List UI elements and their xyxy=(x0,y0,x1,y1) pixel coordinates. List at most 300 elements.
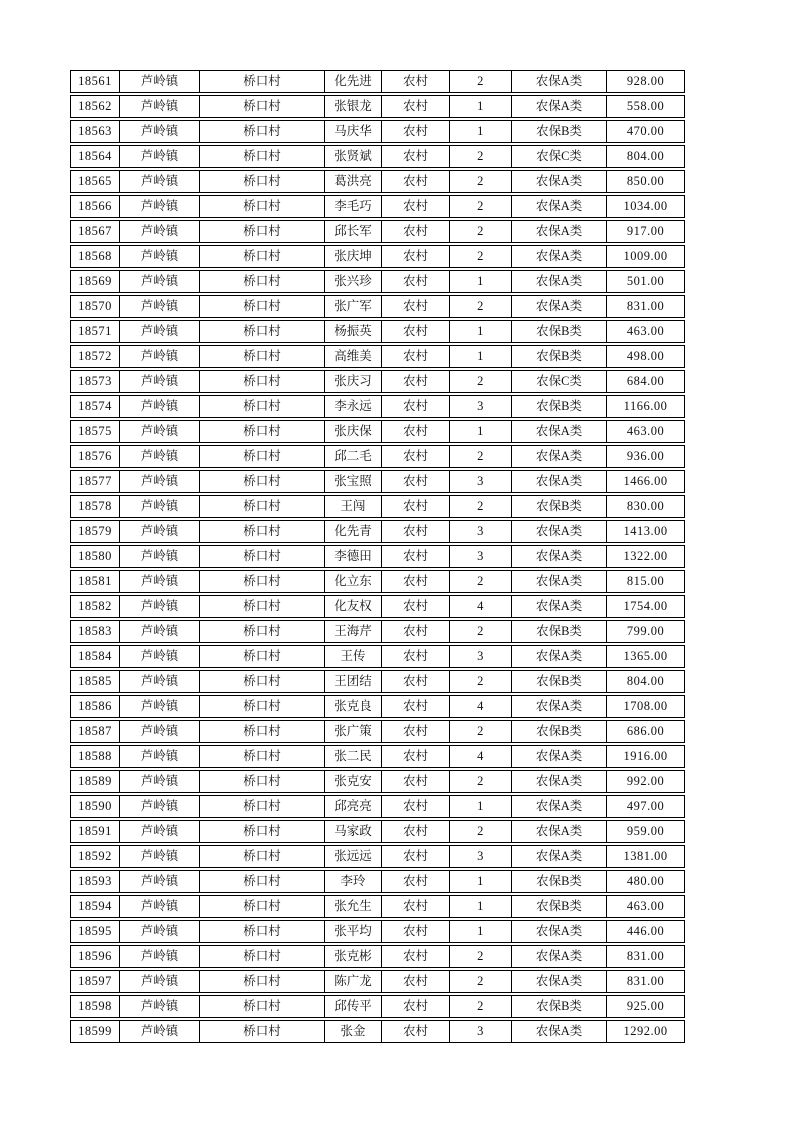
cell-person-name: 张庆保 xyxy=(325,421,382,442)
cell-person-name: 葛洪亮 xyxy=(325,171,382,192)
cell-town: 芦岭镇 xyxy=(120,621,200,642)
cell-record-id: 18585 xyxy=(71,671,120,692)
cell-town: 芦岭镇 xyxy=(120,496,200,517)
table-row xyxy=(70,920,685,943)
cell-insurance-category: 农保A类 xyxy=(512,921,607,942)
table-row xyxy=(70,870,685,893)
cell-insurance-category: 农保A类 xyxy=(512,971,607,992)
cell-insurance-category: 农保A类 xyxy=(512,521,607,542)
table-row xyxy=(70,895,685,918)
cell-record-id: 18576 xyxy=(71,446,120,467)
cell-amount: 992.00 xyxy=(626,774,665,788)
cell-town: 芦岭镇 xyxy=(120,771,200,792)
cell-insurance-category: 农保A类 xyxy=(512,696,607,717)
cell-town: 芦岭镇 xyxy=(120,421,200,442)
cell-record-id: 18579 xyxy=(71,521,120,542)
cell-person-name: 张宝照 xyxy=(325,471,382,492)
cell-record-id: 18568 xyxy=(71,246,120,267)
cell-town: 芦岭镇 xyxy=(120,596,200,617)
cell-insurance-category: 农保A类 xyxy=(512,596,607,617)
cell-person-name: 王团结 xyxy=(325,671,382,692)
cell-record-id: 18586 xyxy=(71,696,120,717)
cell-insurance-category: 农保B类 xyxy=(512,621,607,642)
table-row xyxy=(70,845,685,868)
cell-village: 桥口村 xyxy=(200,671,325,692)
benefits-table xyxy=(70,70,685,1043)
cell-residence-type: 农村 xyxy=(382,271,450,292)
cell-amount: 1381.00 xyxy=(623,849,668,863)
cell-residence-type: 农村 xyxy=(382,896,450,917)
cell-record-id: 18590 xyxy=(71,796,120,817)
table-row xyxy=(70,970,685,993)
cell-record-id: 18574 xyxy=(71,396,120,417)
cell-insurance-category: 农保A类 xyxy=(512,646,607,667)
cell-record-id: 18571 xyxy=(71,321,120,342)
cell-residence-type: 农村 xyxy=(382,846,450,867)
cell-amount: 558.00 xyxy=(626,99,665,113)
cell-record-id: 18569 xyxy=(71,271,120,292)
cell-insurance-category: 农保C类 xyxy=(512,146,607,167)
table-row xyxy=(70,570,685,593)
cell-person-count: 1 xyxy=(450,796,512,817)
table-row xyxy=(70,370,685,393)
cell-insurance-category: 农保A类 xyxy=(512,421,607,442)
cell-person-name: 马庆华 xyxy=(325,121,382,142)
cell-residence-type: 农村 xyxy=(382,321,450,342)
cell-record-id: 18594 xyxy=(71,896,120,917)
cell-person-count: 3 xyxy=(450,471,512,492)
cell-village: 桥口村 xyxy=(200,546,325,567)
cell-amount: 470.00 xyxy=(626,124,665,138)
cell-person-count: 3 xyxy=(450,396,512,417)
cell-insurance-category: 农保A类 xyxy=(512,446,607,467)
cell-residence-type: 农村 xyxy=(382,921,450,942)
cell-residence-type: 农村 xyxy=(382,871,450,892)
cell-insurance-category: 农保A类 xyxy=(512,471,607,492)
cell-record-id: 18592 xyxy=(71,846,120,867)
cell-town: 芦岭镇 xyxy=(120,346,200,367)
cell-town: 芦岭镇 xyxy=(120,296,200,317)
cell-town: 芦岭镇 xyxy=(120,796,200,817)
cell-town: 芦岭镇 xyxy=(120,96,200,117)
cell-person-count: 3 xyxy=(450,521,512,542)
cell-insurance-category: 农保A类 xyxy=(512,96,607,117)
cell-insurance-category: 农保B类 xyxy=(512,121,607,142)
cell-town: 芦岭镇 xyxy=(120,921,200,942)
cell-insurance-category: 农保A类 xyxy=(512,846,607,867)
cell-town: 芦岭镇 xyxy=(120,521,200,542)
cell-village: 桥口村 xyxy=(200,621,325,642)
table-row xyxy=(70,520,685,543)
cell-record-id: 18593 xyxy=(71,871,120,892)
table-row xyxy=(70,95,685,118)
cell-insurance-category: 农保B类 xyxy=(512,321,607,342)
cell-insurance-category: 农保A类 xyxy=(512,1021,607,1042)
cell-residence-type: 农村 xyxy=(382,796,450,817)
cell-village: 桥口村 xyxy=(200,896,325,917)
cell-person-name: 张广策 xyxy=(325,721,382,742)
table-row xyxy=(70,420,685,443)
cell-town: 芦岭镇 xyxy=(120,671,200,692)
cell-insurance-category: 农保B类 xyxy=(512,671,607,692)
cell-town: 芦岭镇 xyxy=(120,121,200,142)
cell-person-name: 张平均 xyxy=(325,921,382,942)
cell-person-name: 王传 xyxy=(325,646,382,667)
cell-insurance-category: 农保A类 xyxy=(512,771,607,792)
cell-residence-type: 农村 xyxy=(382,646,450,667)
cell-village: 桥口村 xyxy=(200,346,325,367)
cell-insurance-category: 农保A类 xyxy=(512,246,607,267)
cell-person-count: 2 xyxy=(450,196,512,217)
cell-insurance-category: 农保A类 xyxy=(512,296,607,317)
cell-insurance-category: 农保B类 xyxy=(512,871,607,892)
table-row xyxy=(70,495,685,518)
cell-town: 芦岭镇 xyxy=(120,696,200,717)
cell-person-name: 张广军 xyxy=(325,296,382,317)
table-row xyxy=(70,820,685,843)
cell-record-id: 18567 xyxy=(71,221,120,242)
cell-residence-type: 农村 xyxy=(382,746,450,767)
table-row xyxy=(70,445,685,468)
cell-amount: 1708.00 xyxy=(623,699,668,713)
cell-town: 芦岭镇 xyxy=(120,396,200,417)
cell-person-name: 李玲 xyxy=(325,871,382,892)
cell-person-count: 1 xyxy=(450,271,512,292)
cell-village: 桥口村 xyxy=(200,71,325,92)
cell-insurance-category: 农保B类 xyxy=(512,996,607,1017)
cell-person-name: 陈广龙 xyxy=(325,971,382,992)
cell-village: 桥口村 xyxy=(200,296,325,317)
cell-person-count: 4 xyxy=(450,696,512,717)
cell-person-name: 李毛巧 xyxy=(325,196,382,217)
cell-residence-type: 农村 xyxy=(382,171,450,192)
cell-village: 桥口村 xyxy=(200,946,325,967)
cell-amount: 463.00 xyxy=(626,899,665,913)
cell-village: 桥口村 xyxy=(200,221,325,242)
cell-person-name: 化友权 xyxy=(325,596,382,617)
cell-amount: 815.00 xyxy=(626,574,665,588)
cell-amount: 501.00 xyxy=(626,274,665,288)
table-row xyxy=(70,395,685,418)
table-row xyxy=(70,245,685,268)
table-row xyxy=(70,320,685,343)
cell-amount: 804.00 xyxy=(626,674,665,688)
cell-amount: 1466.00 xyxy=(623,474,668,488)
cell-record-id: 18599 xyxy=(71,1021,120,1042)
table-row xyxy=(70,995,685,1018)
cell-person-name: 化立东 xyxy=(325,571,382,592)
cell-person-name: 王海芹 xyxy=(325,621,382,642)
cell-town: 芦岭镇 xyxy=(120,246,200,267)
cell-amount: 959.00 xyxy=(626,824,665,838)
cell-residence-type: 农村 xyxy=(382,596,450,617)
cell-person-count: 2 xyxy=(450,296,512,317)
cell-town: 芦岭镇 xyxy=(120,996,200,1017)
cell-village: 桥口村 xyxy=(200,196,325,217)
cell-amount: 831.00 xyxy=(626,949,665,963)
cell-person-name: 张远远 xyxy=(325,846,382,867)
cell-village: 桥口村 xyxy=(200,271,325,292)
cell-record-id: 18565 xyxy=(71,171,120,192)
cell-amount: 1009.00 xyxy=(623,249,668,263)
cell-person-count: 1 xyxy=(450,896,512,917)
cell-residence-type: 农村 xyxy=(382,546,450,567)
table-row xyxy=(70,595,685,618)
cell-residence-type: 农村 xyxy=(382,346,450,367)
table-row xyxy=(70,270,685,293)
cell-residence-type: 农村 xyxy=(382,946,450,967)
cell-amount: 804.00 xyxy=(626,149,665,163)
cell-record-id: 18591 xyxy=(71,821,120,842)
cell-village: 桥口村 xyxy=(200,921,325,942)
cell-residence-type: 农村 xyxy=(382,821,450,842)
cell-person-name: 化先进 xyxy=(325,71,382,92)
table-row xyxy=(70,220,685,243)
cell-residence-type: 农村 xyxy=(382,246,450,267)
cell-amount: 1754.00 xyxy=(623,599,668,613)
cell-residence-type: 农村 xyxy=(382,471,450,492)
cell-person-count: 1 xyxy=(450,121,512,142)
cell-person-count: 3 xyxy=(450,546,512,567)
cell-town: 芦岭镇 xyxy=(120,896,200,917)
table-row xyxy=(70,170,685,193)
cell-record-id: 18598 xyxy=(71,996,120,1017)
cell-amount: 1292.00 xyxy=(623,1024,668,1038)
table-row xyxy=(70,645,685,668)
cell-town: 芦岭镇 xyxy=(120,646,200,667)
cell-village: 桥口村 xyxy=(200,596,325,617)
cell-residence-type: 农村 xyxy=(382,496,450,517)
cell-person-name: 张克安 xyxy=(325,771,382,792)
cell-person-count: 1 xyxy=(450,321,512,342)
cell-record-id: 18581 xyxy=(71,571,120,592)
cell-person-count: 2 xyxy=(450,246,512,267)
cell-person-count: 2 xyxy=(450,721,512,742)
cell-record-id: 18578 xyxy=(71,496,120,517)
cell-person-name: 张允生 xyxy=(325,896,382,917)
cell-residence-type: 农村 xyxy=(382,296,450,317)
cell-record-id: 18573 xyxy=(71,371,120,392)
cell-person-count: 1 xyxy=(450,871,512,892)
cell-person-count: 3 xyxy=(450,846,512,867)
cell-record-id: 18561 xyxy=(71,71,120,92)
cell-village: 桥口村 xyxy=(200,146,325,167)
cell-village: 桥口村 xyxy=(200,246,325,267)
table-row xyxy=(70,945,685,968)
cell-town: 芦岭镇 xyxy=(120,171,200,192)
cell-town: 芦岭镇 xyxy=(120,196,200,217)
cell-person-count: 2 xyxy=(450,621,512,642)
cell-insurance-category: 农保A类 xyxy=(512,821,607,842)
cell-person-count: 2 xyxy=(450,496,512,517)
cell-person-name: 张二民 xyxy=(325,746,382,767)
cell-village: 桥口村 xyxy=(200,396,325,417)
cell-residence-type: 农村 xyxy=(382,621,450,642)
cell-village: 桥口村 xyxy=(200,96,325,117)
cell-record-id: 18595 xyxy=(71,921,120,942)
cell-person-count: 2 xyxy=(450,146,512,167)
cell-person-count: 2 xyxy=(450,221,512,242)
cell-residence-type: 农村 xyxy=(382,721,450,742)
cell-village: 桥口村 xyxy=(200,746,325,767)
cell-insurance-category: 农保A类 xyxy=(512,271,607,292)
cell-town: 芦岭镇 xyxy=(120,571,200,592)
cell-town: 芦岭镇 xyxy=(120,271,200,292)
cell-amount: 830.00 xyxy=(626,499,665,513)
cell-person-count: 3 xyxy=(450,1021,512,1042)
cell-amount: 831.00 xyxy=(626,974,665,988)
cell-amount: 928.00 xyxy=(626,74,665,88)
cell-person-name: 张庆习 xyxy=(325,371,382,392)
cell-person-name: 张兴珍 xyxy=(325,271,382,292)
cell-amount: 498.00 xyxy=(626,349,665,363)
cell-person-name: 李永远 xyxy=(325,396,382,417)
cell-insurance-category: 农保A类 xyxy=(512,796,607,817)
cell-person-count: 1 xyxy=(450,346,512,367)
cell-amount: 917.00 xyxy=(626,224,665,238)
cell-residence-type: 农村 xyxy=(382,446,450,467)
cell-residence-type: 农村 xyxy=(382,196,450,217)
cell-village: 桥口村 xyxy=(200,571,325,592)
cell-record-id: 18582 xyxy=(71,596,120,617)
cell-town: 芦岭镇 xyxy=(120,871,200,892)
cell-amount: 1322.00 xyxy=(623,549,668,563)
cell-insurance-category: 农保C类 xyxy=(512,371,607,392)
cell-village: 桥口村 xyxy=(200,721,325,742)
cell-insurance-category: 农保B类 xyxy=(512,896,607,917)
cell-amount: 850.00 xyxy=(626,174,665,188)
cell-residence-type: 农村 xyxy=(382,696,450,717)
cell-record-id: 18564 xyxy=(71,146,120,167)
cell-residence-type: 农村 xyxy=(382,371,450,392)
cell-town: 芦岭镇 xyxy=(120,321,200,342)
cell-person-name: 张克彬 xyxy=(325,946,382,967)
cell-village: 桥口村 xyxy=(200,471,325,492)
cell-village: 桥口村 xyxy=(200,121,325,142)
cell-record-id: 18589 xyxy=(71,771,120,792)
cell-person-count: 2 xyxy=(450,171,512,192)
cell-amount: 1166.00 xyxy=(623,399,668,413)
cell-insurance-category: 农保A类 xyxy=(512,546,607,567)
cell-record-id: 18577 xyxy=(71,471,120,492)
cell-person-count: 2 xyxy=(450,821,512,842)
cell-residence-type: 农村 xyxy=(382,971,450,992)
cell-residence-type: 农村 xyxy=(382,771,450,792)
cell-record-id: 18572 xyxy=(71,346,120,367)
cell-record-id: 18570 xyxy=(71,296,120,317)
cell-town: 芦岭镇 xyxy=(120,746,200,767)
cell-amount: 684.00 xyxy=(626,374,665,388)
cell-person-count: 2 xyxy=(450,671,512,692)
cell-village: 桥口村 xyxy=(200,496,325,517)
cell-amount: 1916.00 xyxy=(623,749,668,763)
cell-town: 芦岭镇 xyxy=(120,446,200,467)
table-row xyxy=(70,195,685,218)
table-row xyxy=(70,470,685,493)
cell-residence-type: 农村 xyxy=(382,396,450,417)
cell-residence-type: 农村 xyxy=(382,146,450,167)
cell-village: 桥口村 xyxy=(200,971,325,992)
cell-residence-type: 农村 xyxy=(382,671,450,692)
cell-person-count: 4 xyxy=(450,746,512,767)
cell-person-name: 张金 xyxy=(325,1021,382,1042)
cell-person-name: 张贤斌 xyxy=(325,146,382,167)
cell-insurance-category: 农保B类 xyxy=(512,721,607,742)
cell-residence-type: 农村 xyxy=(382,121,450,142)
cell-person-count: 2 xyxy=(450,446,512,467)
cell-person-name: 邱长军 xyxy=(325,221,382,242)
cell-village: 桥口村 xyxy=(200,521,325,542)
cell-insurance-category: 农保A类 xyxy=(512,746,607,767)
cell-person-name: 马家政 xyxy=(325,821,382,842)
cell-amount: 1034.00 xyxy=(623,199,668,213)
cell-person-count: 2 xyxy=(450,771,512,792)
cell-amount: 1365.00 xyxy=(623,649,668,663)
table-row xyxy=(70,545,685,568)
cell-amount: 463.00 xyxy=(626,324,665,338)
table-row xyxy=(70,695,685,718)
table-row xyxy=(70,295,685,318)
cell-person-name: 张银龙 xyxy=(325,96,382,117)
table-row xyxy=(70,1020,685,1043)
cell-person-name: 高维美 xyxy=(325,346,382,367)
cell-person-count: 4 xyxy=(450,596,512,617)
cell-person-name: 王闯 xyxy=(325,496,382,517)
cell-amount: 480.00 xyxy=(626,874,665,888)
cell-person-count: 3 xyxy=(450,646,512,667)
cell-residence-type: 农村 xyxy=(382,571,450,592)
cell-town: 芦岭镇 xyxy=(120,471,200,492)
cell-person-count: 2 xyxy=(450,571,512,592)
table-row xyxy=(70,120,685,143)
table-row xyxy=(70,145,685,168)
cell-village: 桥口村 xyxy=(200,996,325,1017)
table-row xyxy=(70,70,685,93)
cell-town: 芦岭镇 xyxy=(120,546,200,567)
cell-person-count: 2 xyxy=(450,946,512,967)
cell-insurance-category: 农保A类 xyxy=(512,221,607,242)
cell-town: 芦岭镇 xyxy=(120,1021,200,1042)
cell-amount: 463.00 xyxy=(626,424,665,438)
cell-residence-type: 农村 xyxy=(382,996,450,1017)
cell-amount: 799.00 xyxy=(626,624,665,638)
cell-record-id: 18584 xyxy=(71,646,120,667)
cell-village: 桥口村 xyxy=(200,171,325,192)
cell-town: 芦岭镇 xyxy=(120,846,200,867)
cell-record-id: 18566 xyxy=(71,196,120,217)
table-row xyxy=(70,345,685,368)
cell-person-count: 2 xyxy=(450,971,512,992)
cell-town: 芦岭镇 xyxy=(120,146,200,167)
cell-insurance-category: 农保B类 xyxy=(512,346,607,367)
cell-village: 桥口村 xyxy=(200,871,325,892)
cell-person-count: 2 xyxy=(450,996,512,1017)
cell-insurance-category: 农保A类 xyxy=(512,946,607,967)
cell-town: 芦岭镇 xyxy=(120,221,200,242)
cell-person-name: 杨振英 xyxy=(325,321,382,342)
cell-insurance-category: 农保A类 xyxy=(512,171,607,192)
table-row xyxy=(70,670,685,693)
cell-person-name: 邱亮亮 xyxy=(325,796,382,817)
cell-person-name: 邱传平 xyxy=(325,996,382,1017)
cell-amount: 936.00 xyxy=(626,449,665,463)
cell-village: 桥口村 xyxy=(200,796,325,817)
cell-insurance-category: 农保B类 xyxy=(512,496,607,517)
table-row xyxy=(70,720,685,743)
cell-record-id: 18580 xyxy=(71,546,120,567)
cell-village: 桥口村 xyxy=(200,1021,325,1042)
table-row xyxy=(70,770,685,793)
